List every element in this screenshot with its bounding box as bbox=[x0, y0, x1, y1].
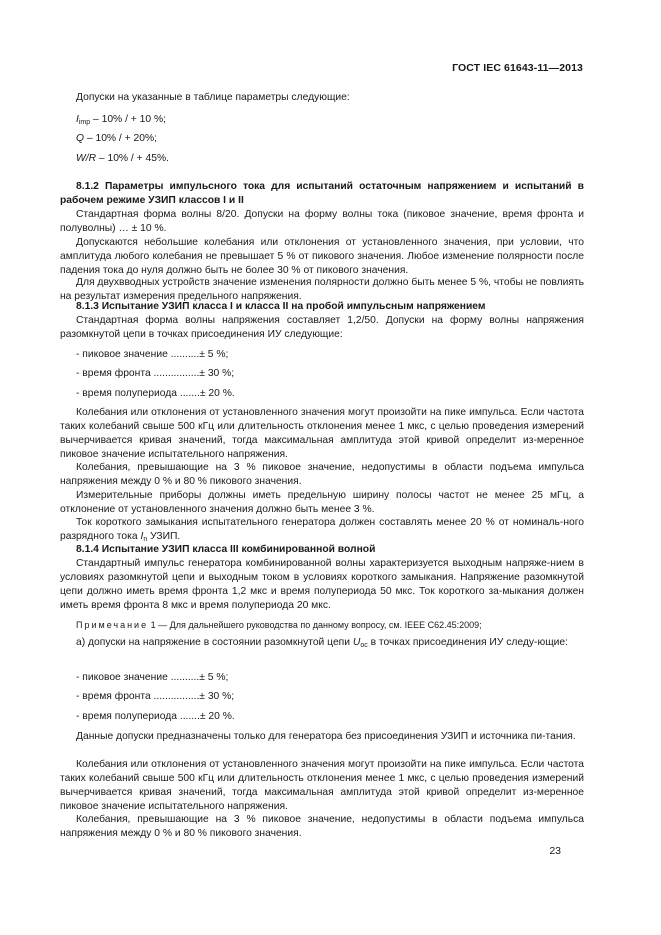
tolerances-intro: Допуски на указанные в таблице параметры следующие: bbox=[76, 92, 350, 103]
q-symbol: Q bbox=[76, 133, 85, 144]
section-8-1-3-para-3: Колебания, превышающие на 3 % пиковое значение, недопустимы в области подъема импульса напряжения между 0 % и 80 % пикового значения. bbox=[60, 462, 584, 488]
para-5-text-a: Ток короткого замыкания испытательного генератора должен составлять менее 20 % от номиналь-ного разрядного тока bbox=[60, 517, 584, 543]
iimp-value: – 10% / + 10 %; bbox=[90, 114, 167, 125]
section-8-1-4-para-4: Колебания, превышающие на 3 % пиковое значение, недопустимы в области подъема импульса напряжения между 0 % и 80 % пикового значения. bbox=[60, 814, 584, 840]
list-item: - пиковое значение ..........± 5 %; bbox=[76, 349, 229, 360]
section-8-1-2-para-3: Для двухвводных устройств значение изменения полярности должно быть менее 5 %, чтобы не повлиять на результат измерения предельного напряжения. bbox=[60, 277, 584, 303]
list-item: - время фронта ................± 30 %; bbox=[76, 368, 235, 379]
note-text: 1 — Для дальнейшего руководства по данному вопросу, см. IEEE C62.45:2009; bbox=[148, 620, 482, 630]
item-a-text-2: в точках присоединения ИУ следу-ющие: bbox=[367, 637, 569, 648]
item-a-text-1: а) допуски на напряжение в состоянии разомкнутой цепи bbox=[76, 637, 353, 648]
note-label: Примечание bbox=[76, 620, 149, 630]
section-8-1-3-para-5 bbox=[60, 516, 584, 544]
section-8-1-4-para-3: Колебания или отклонения от установленного значения могут произойти на пике импульса. Если частота таких колебаний свыше 500 кГц или длительность отклонения менее 1 мкс, с целью проведения измерений вычерчивается кривая значений, тогда максимальная амплитуда этой кривой определит из-меренное пиковое значение испытательного напряжения. bbox=[60, 759, 584, 813]
tolerance-q bbox=[76, 132, 157, 146]
list-item: - пиковое значение ..........± 5 %; bbox=[76, 672, 229, 683]
section-8-1-2-para-2: Допускаются небольшие колебания или отклонения от установленного значения, при условии, что амплитуда любого колебания не превышает 5 % от пикового значения. Любое изменение полярности после падения тока до нуля должно быть не более 30 % от пикового значения. bbox=[60, 237, 584, 277]
iimp-subscript: imp bbox=[78, 119, 91, 126]
iimp-symbol: I bbox=[76, 114, 79, 125]
in-symbol: I bbox=[140, 531, 144, 543]
list-item: - время полупериода .......± 20 %. bbox=[76, 711, 235, 722]
section-8-1-3-para-1: Стандартная форма волны напряжения составляет 1,2/50. Допуски на форму волны напряжения разомкнутой цепи в точках присоединения ИУ следующие: bbox=[60, 315, 584, 341]
tolerance-wr bbox=[76, 152, 169, 166]
tolerance-iimp bbox=[76, 113, 166, 127]
uoc-subscript: oc bbox=[360, 642, 368, 649]
section-8-1-4-para-2: Данные допуски предназначены только для генератора без присоединения УЗИП и источника пи-тания. bbox=[76, 731, 576, 742]
section-8-1-3-para-2: Колебания или отклонения от установленного значения могут произойти на пике импульса. Если частота таких колебаний свыше 500 кГц или длительность отклонения менее 1 мкс, с целью проведения измерений вычерчивается кривая значений, тогда максимальная амплитуда этой кривой определит из-меренное пиковое значение испытательного напряжения. bbox=[60, 407, 584, 461]
q-value: – 10% / + 20%; bbox=[84, 133, 157, 144]
in-subscript: n bbox=[143, 536, 148, 544]
wr-symbol: W/R bbox=[76, 153, 97, 164]
section-8-1-2-para-1: Стандартная форма волны 8/20. Допуски на форму волны тока (пиковое значение, время фронта и полуволны) … ± 10 %. bbox=[60, 209, 584, 235]
list-item: - время фронта ................± 30 %; bbox=[76, 691, 235, 702]
item-a bbox=[60, 636, 584, 650]
list-item: - время полупериода .......± 20 %. bbox=[76, 388, 235, 399]
standard-header: ГОСТ IEC 61643-11—2013 bbox=[452, 62, 583, 74]
section-8-1-2-heading: 8.1.2 Параметры импульсного тока для испытаний остаточным напряжением и испытаний в рабочем режиме УЗИП классов I и II bbox=[60, 181, 584, 207]
uoc-symbol: U bbox=[352, 637, 361, 648]
page-number: 23 bbox=[549, 845, 561, 857]
note bbox=[76, 618, 482, 632]
section-8-1-3-heading: 8.1.3 Испытание УЗИП класса I и класса II на пробой импульсным напряжением bbox=[76, 301, 486, 312]
section-8-1-4-para-1: Стандартный импульс генератора комбинированной волны характеризуется выходным напряже-нием в условиях разомкнутой цепи и выходным током в условиях короткого замыкания. Напряжение разомкнутой цепи должно иметь время фронта 1,2 мкс и время полупериода 50 мкс. Ток короткого за-мыкания должен иметь время фронта 8 мкс и время полупериода 20 мкс. bbox=[60, 558, 584, 612]
para-5-text-b: УЗИП. bbox=[147, 531, 181, 543]
wr-value: – 10% / + 45%. bbox=[96, 153, 169, 164]
section-8-1-4-heading: 8.1.4 Испытание УЗИП класса III комбинированной волной bbox=[76, 544, 376, 555]
section-8-1-3-para-4: Измерительные приборы должны иметь предельную ширину полосы частот не менее 25 мГц, а отклонение от установленного значения должно быть менее 3 %. bbox=[60, 490, 584, 516]
